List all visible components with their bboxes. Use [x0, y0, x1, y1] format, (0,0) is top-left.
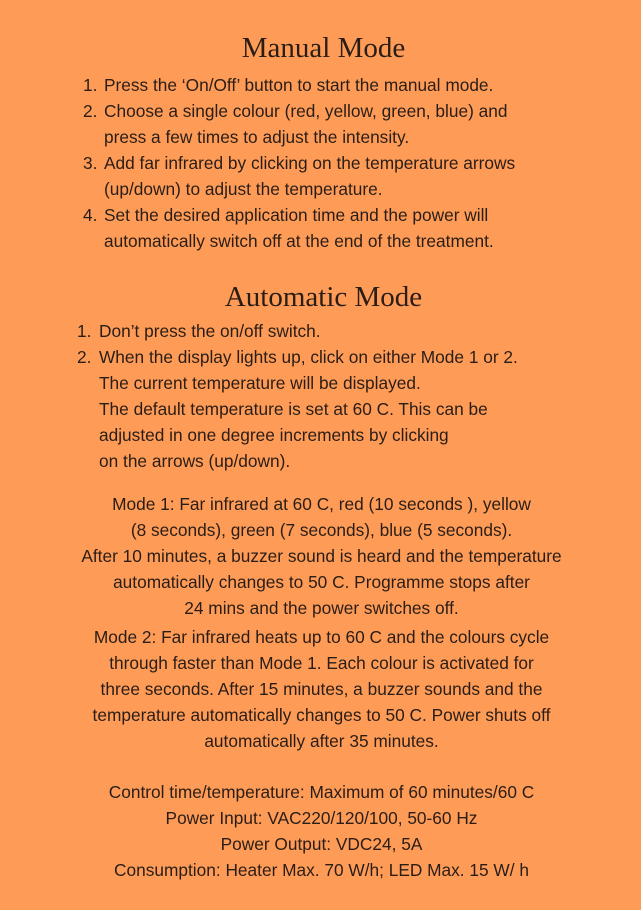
spec-power-input: Power Input: VAC220/120/100, 50-60 Hz — [165, 808, 478, 828]
manual-step-2-text-line-2: press a few times to adjust the intensity. — [104, 127, 410, 147]
manual-step-3-text-line-1: Add far infrared by clicking on the temperature arrows — [104, 153, 516, 173]
mode2-line-5: automatically after 35 minutes. — [204, 731, 439, 751]
manual-step-2-text-line-1: Choose a single colour (red, yellow, green, blue) and — [104, 101, 508, 121]
mode2-line-1: Mode 2: Far infrared heats up to 60 C and the colours cycle — [93, 627, 550, 647]
manual-step-1-text: Press the ‘On/Off’ button to start the manual mode. — [104, 75, 494, 95]
manual-step-3-text-line-2: (up/down) to adjust the temperature. — [104, 179, 383, 199]
auto-step-2-number: 2. — [77, 347, 92, 367]
spec-power-output: Power Output: VDC24, 5A — [220, 834, 423, 854]
mode1-line-5: 24 mins and the power switches off. — [184, 598, 459, 618]
auto-step-2-text-line-2: The current temperature will be displayed. — [99, 373, 421, 393]
auto-step-1-number: 1. — [77, 321, 92, 341]
automatic-mode-heading: Automatic Mode — [224, 281, 423, 313]
mode1-line-3: After 10 minutes, a buzzer sound is heard and the temperature — [81, 546, 562, 566]
manual-step-2-number: 2. — [83, 101, 98, 121]
manual-step-4-text-line-2: automatically switch off at the end of the treatment. — [104, 231, 494, 251]
manual-step-1-number: 1. — [83, 75, 98, 95]
spec-control: Control time/temperature: Maximum of 60 minutes/60 C — [108, 782, 535, 802]
mode2-line-3: three seconds. After 15 minutes, a buzzer sounds and the — [100, 679, 543, 699]
mode2-line-2: through faster than Mode 1. Each colour is activated for — [109, 653, 534, 673]
manual-step-4-number: 4. — [83, 205, 98, 225]
manual-step-3-number: 3. — [83, 153, 98, 173]
spec-consumption: Consumption: Heater Max. 70 W/h; LED Max. 15 W/ h — [114, 860, 529, 880]
mode2-line-4: temperature automatically changes to 50 C. Power shuts off — [92, 705, 551, 725]
auto-step-1-text: Don’t press the on/off switch. — [99, 321, 321, 341]
auto-step-2-text-line-4: adjusted in one degree increments by clicking — [99, 425, 449, 445]
auto-step-2-text-line-1: When the display lights up, click on either Mode 1 or 2. — [99, 347, 518, 367]
manual-mode-heading: Manual Mode — [241, 32, 406, 64]
auto-step-2-text-line-5: on the arrows (up/down). — [99, 451, 291, 471]
mode1-line-2: (8 seconds), green (7 seconds), blue (5 seconds). — [130, 520, 513, 540]
mode1-line-4: automatically changes to 50 C. Programme stops after — [113, 572, 530, 592]
mode1-line-1: Mode 1: Far infrared at 60 C, red (10 seconds ), yellow — [112, 494, 531, 514]
manual-step-4-text-line-1: Set the desired application time and the power will — [104, 205, 489, 225]
auto-step-2-text-line-3: The default temperature is set at 60 C. This can be — [99, 399, 488, 419]
